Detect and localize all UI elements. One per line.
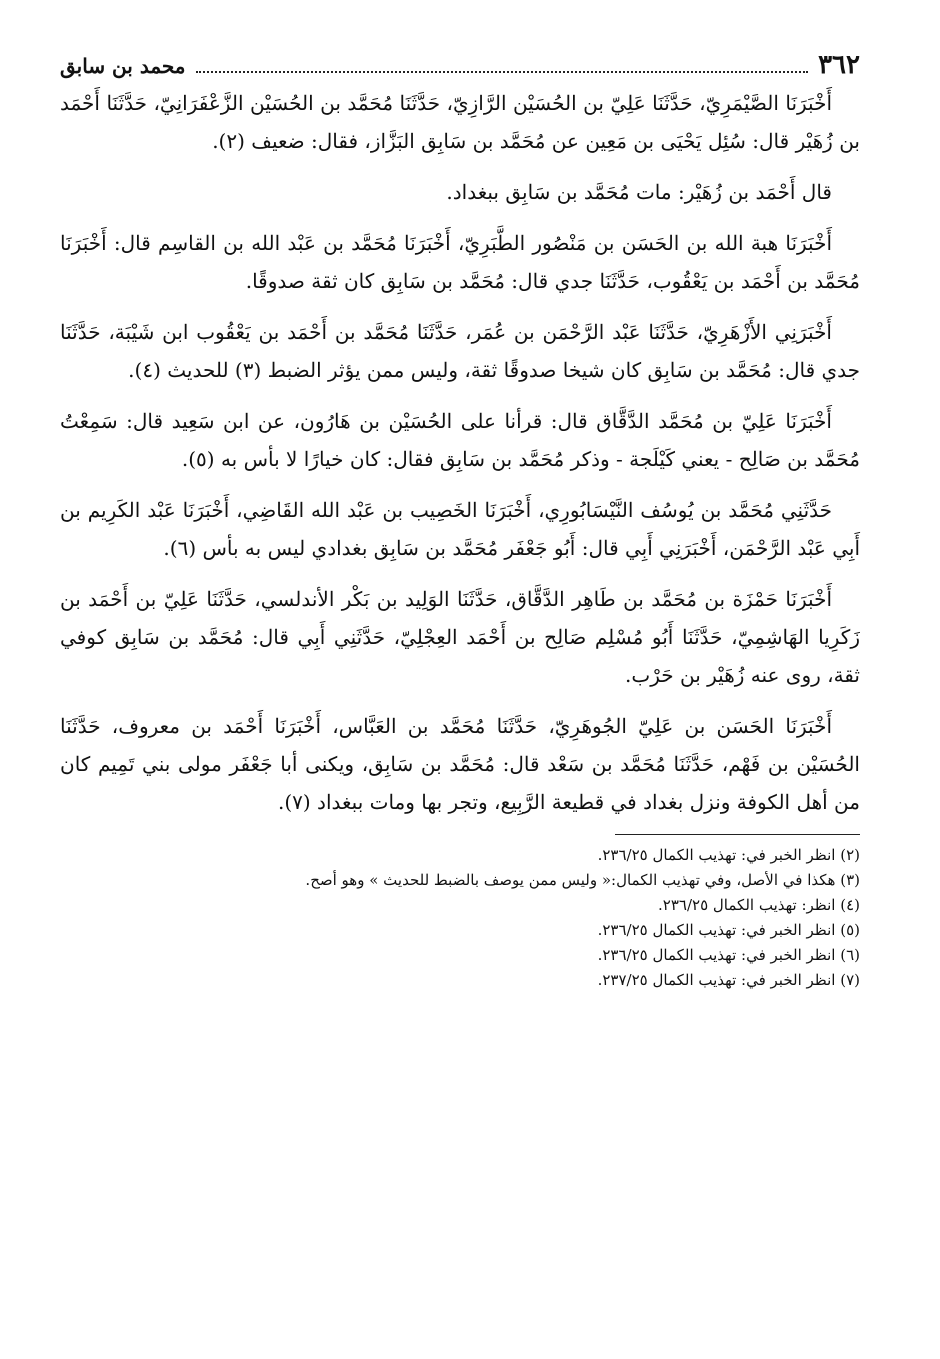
paragraph: قال أَحْمَد بن زُهَيْر: مات مُحَمَّد بن سَابِق ببغداد. (446, 180, 832, 204)
footnote: (٧) انظر الخبر في: تهذيب الكمال ٢٣٧/٢٥. (597, 971, 860, 989)
paragraph: أَخْبَرَنَا الصَّيْمَرِيّ، حَدَّثَنَا عَلِيّ بن الحُسَيْن الرَّازِيّ، حَدَّثَنَا مُحَمَّد بن الحُسَيْن الزَّعْفَرَانِيّ، حَدَّثَنَا أَحْمَد بن زُهَيْر قال: سُئِل يَحْيَى بن مَعِين عن مُحَمَّد بن سَابِق البَزَّاز، فقال: ضعيف (٢). (60, 91, 860, 153)
footnotes (60, 843, 860, 993)
footnote: (٣) هكذا في الأصل، وفي تهذيب الكمال:« وليس ممن يوصف بالضبط للحديث » وهو أصح. (305, 871, 860, 889)
running-head (60, 40, 860, 84)
book-page (60, 40, 860, 1340)
running-title: محمد بن سابق (60, 54, 186, 78)
page-number: ٣٦٢ (818, 50, 860, 80)
leader-dots (196, 70, 809, 73)
paragraph: أَخْبَرَنَا عَلِيّ بن مُحَمَّد الدَّقَّاق قال: قرأنا على الحُسَيْن بن هَارُون، عن ابن سَعِيد قال: سَمِعْتُ مُحَمَّد بن صَالِح - يعني كَيْلَجة - وذكر مُحَمَّد بن سَابِق فقال: كان خيارًا لا بأس به (٥). (60, 409, 860, 471)
footnote-divider (615, 834, 860, 835)
paragraph: أَخْبَرَنَا الحَسَن بن عَلِيّ الجُوهَرِيّ، حَدَّثَنَا مُحَمَّد بن العَبَّاس، أَخْبَرَنَا أَحْمَد بن معروف، حَدَّثَنَا الحُسَيْن بن فَهْم، حَدَّثَنَا مُحَمَّد بن سَعْد قال: مُحَمَّد بن سَابِق، ويكنى أبا جَعْفَر مولى بني تَمِيم كان من أهل الكوفة ونزل بغداد في قطيعة الرَّبِيع، وتجر بها ومات ببغداد (٧). (60, 714, 860, 814)
footnote: (٢) انظر الخبر في: تهذيب الكمال ٢٣٦/٢٥. (597, 846, 860, 864)
paragraph: حَدَّثَنِي مُحَمَّد بن يُوسُف النَّيْسَابُورِي، أَخْبَرَنَا الخَصِيب بن عَبْد الله القَاضِي، أَخْبَرَنَا عَبْد الكَرِيم بن أَبِي عَبْد الرَّحْمَن، أَخْبَرَنِي أَبِي قال: أَبُو جَعْفَر مُحَمَّد بن سَابِق بغدادي ليس به بأس (٦). (60, 498, 860, 560)
main-text (60, 84, 860, 821)
footnote: (٦) انظر الخبر في: تهذيب الكمال ٢٣٦/٢٥. (597, 946, 860, 964)
paragraph: أَخْبَرَنَا حَمْزَة بن مُحَمَّد بن طَاهِر الدَّقَّاق، حَدَّثَنَا الوَلِيد بن بَكْر الأندلسي، حَدَّثَنَا عَلِيّ بن أَحْمَد بن زَكَرِيا الهَاشِمِيّ، حَدَّثَنَا أَبُو مُسْلِم صَالِح بن أَحْمَد العِجْلِيّ، حَدَّثَنِي أَبِي قال: مُحَمَّد بن سَابِق كوفي ثقة، روى عنه زُهَيْر بن حَرْب. (60, 587, 860, 687)
footnote: (٥) انظر الخبر في: تهذيب الكمال ٢٣٦/٢٥. (597, 921, 860, 939)
paragraph: أَخْبَرَنِي الأَزْهَرِيّ، حَدَّثَنَا عَبْد الرَّحْمَن بن عُمَر، حَدَّثَنَا مُحَمَّد بن أَحْمَد بن يَعْقُوب ابن شَيْبَة، حَدَّثَنَا جدي قال: مُحَمَّد بن سَابِق كان شيخا صدوقًا ثقة، وليس ممن يؤثر الضبط (٣) للحديث (٤). (60, 320, 860, 382)
footnote: (٤) انظر: تهذيب الكمال ٢٣٦/٢٥. (658, 896, 860, 914)
paragraph: أَخْبَرَنَا هبة الله بن الحَسَن بن مَنْصُور الطَّبَرِيّ، أَخْبَرَنَا مُحَمَّد بن عَبْد الله بن القاسِم قال: أَخْبَرَنَا مُحَمَّد بن أَحْمَد بن يَعْقُوب، حَدَّثَنَا جدي قال: مُحَمَّد بن سَابِق كان ثقة صدوقًا. (60, 231, 860, 293)
